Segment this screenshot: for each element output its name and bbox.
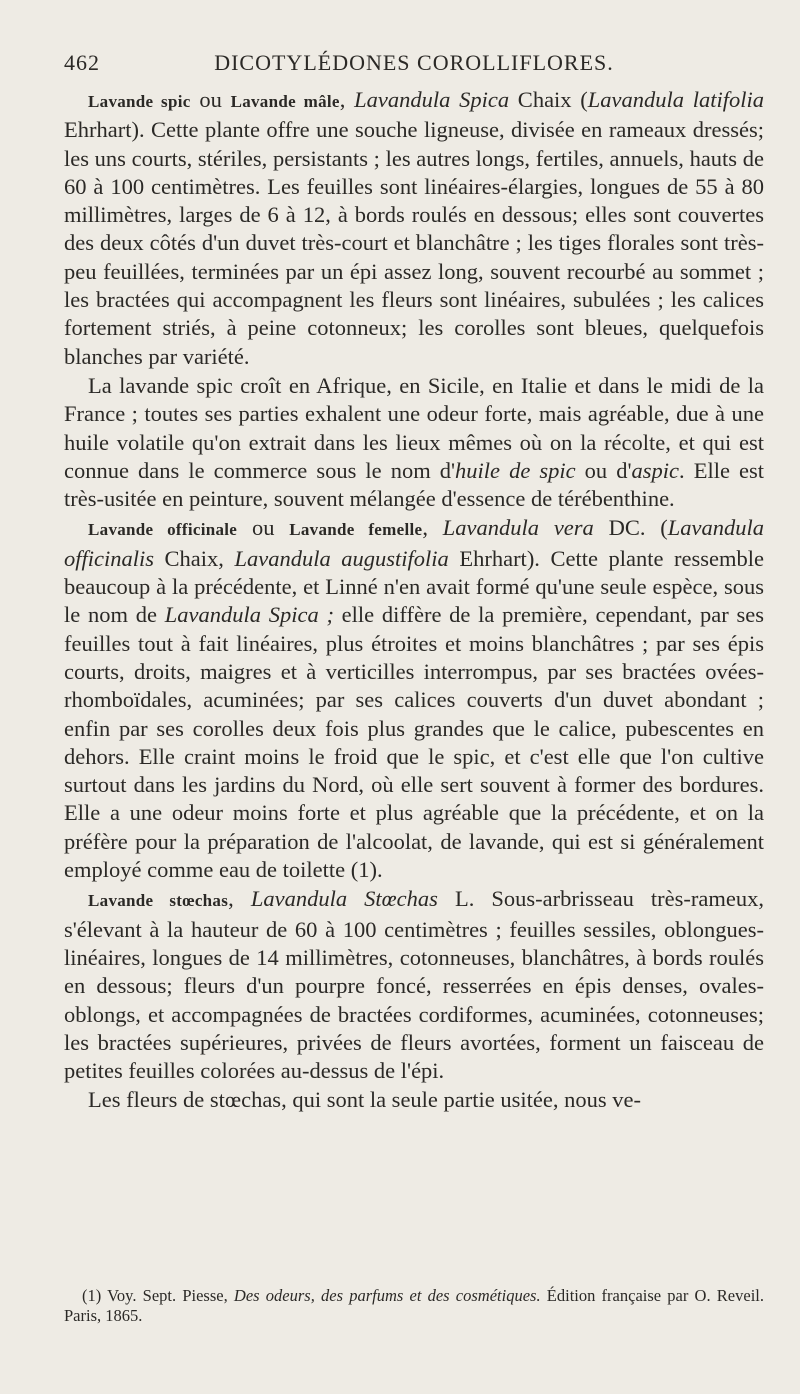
text-run: ou: [190, 87, 231, 112]
paragraph-lavande-stoechas: [64, 885, 764, 1085]
species-name: Lavande spic: [88, 92, 191, 111]
text-run: Chaix (: [509, 87, 588, 112]
main-text: [64, 86, 764, 1115]
paragraph-fleurs-stoechas: [64, 1086, 764, 1114]
italic-term: Lavandula vera: [442, 515, 594, 541]
text-run: Chaix,: [154, 545, 235, 571]
paragraph-habitat-spic: [64, 372, 764, 513]
text-run: Édition française par O. Reveil. Paris, 1865.: [64, 1286, 764, 1325]
text-run: La lavande spic croît en Afrique, en Sicile, en Italie et dans le midi de la France ; toutes ses parties exhalent une odeur forte, mais agréable, due à une huile volatile qu'on extrait dans les lieux mêmes où on la récolte, et qui est connue dans le commerce sous le nom d': [64, 372, 764, 483]
species-name: Lavande stœchas: [88, 891, 229, 911]
paragraph-lavande-officinale: [64, 514, 764, 884]
italic-term: Lavandula officinalis: [64, 515, 765, 571]
text-run: L. Sous-arbrisseau très-rameux, s'élevant à la hauteur de 60 à 100 centimètres ; feuilles sessiles, oblongues-linéaires, longues de 14 millimètres, cotonneuses, blanchâtres, à bords roulés en dessous; fleurs d'un pourpre foncé, resserrées en épis denses, ovales-oblongs, et accompagnées de bractées cordiformes, acuminées, cotonneuses; les bractées supérieures, privées de fleurs avortées, forment un faisceau de petites feuilles colorées au-dessus de l'épi.: [64, 886, 764, 1084]
italic-term: Lavandula augustifolia: [234, 545, 449, 571]
species-name: Lavande mâle: [230, 92, 340, 111]
species-name: Lavande femelle: [289, 520, 423, 540]
text-run: . Elle est très-usitée en peinture, souvent mélangée d'essence de térébenthine.: [64, 457, 764, 512]
text-run: ,: [228, 886, 251, 912]
text-run: ou: [237, 515, 290, 541]
paragraph-lavande-spic: [64, 86, 764, 371]
italic-term: Lavandula Spica ;: [164, 602, 334, 628]
text-run: Les fleurs de stœchas, qui sont la seule partie usitée, nous ve-: [88, 1087, 641, 1113]
text-run: DC. (: [593, 515, 668, 541]
text-run: ou d': [575, 457, 632, 483]
footnote-text: [64, 1286, 764, 1326]
footnote: [64, 1286, 764, 1326]
text-run: Ehrhart). Cette plante ressemble beaucoup à la précédente, et Linné n'en avait formé qu'une seule espèce, sous le nom de: [64, 545, 765, 628]
page-header: [64, 50, 764, 80]
running-title: DICOTYLÉDONES COROLLIFLORES.: [214, 50, 614, 75]
text-run: ,: [422, 515, 443, 541]
text-run: Ehrhart). Cette plante offre une souche ligneuse, divisée en rameaux dressés; les uns courts, stériles, persistants ; les autres longs, fertiles, annuels, hauts de 60 à 100 centimètres. Les feuilles sont linéaires-élargies, longues de 55 à 80 millimètres, larges de 6 à 12, à bords roulés en dessous; elles sont couvertes des deux côtés d'un duvet très-court et blanchâtre ; les tiges florales sont très-peu feuillées, terminées par un épi assez long, souvent recourbé au sommet ; les bractées qui accompagnent les fleurs sont linéaires, subulées ; les calices fortement striés, à peine cotonneux; les corolles sont bleues, quelquefois blanches par variété.: [64, 117, 764, 369]
page-number: 462: [64, 50, 100, 75]
italic-term: huile de spic: [455, 457, 576, 483]
text-run: (1) Voy. Sept. Piesse,: [82, 1286, 234, 1305]
species-name: Lavande officinale: [88, 520, 238, 540]
italic-term: Lavandula Stœchas: [250, 886, 438, 912]
text-run: ,: [339, 87, 355, 112]
italic-term: aspic: [631, 457, 680, 483]
text-run: elle diffère de la première, cependant, par ses feuilles tout à fait linéaires, plus étroites et moins blanchâtres ; par ses épis courts, droits, maigres et à verticilles interrompus, par ses bractées ovées-rhomboïdales, acuminées; par ses calices couverts d'un duvet abondant ; enfin par ses corolles deux fois plus grandes que le calice, pubescentes en dehors. Elle craint moins le froid que le spic, et c'est elle que l'on cultive surtout dans les jardins du Nord, où elle sert souvent à former des bordures. Elle a une odeur moins forte et plus agréable que la précédente, et on la préfère pour la préparation de l'alcoolat, de lavande, qui est si généralement employé comme eau de toilette (1).: [64, 602, 764, 883]
italic-term: Des odeurs, des parfums et des cosmétiques.: [233, 1286, 541, 1305]
italic-term: Lavandula latifolia: [587, 87, 765, 112]
italic-term: Lavandula Spica: [354, 87, 510, 112]
